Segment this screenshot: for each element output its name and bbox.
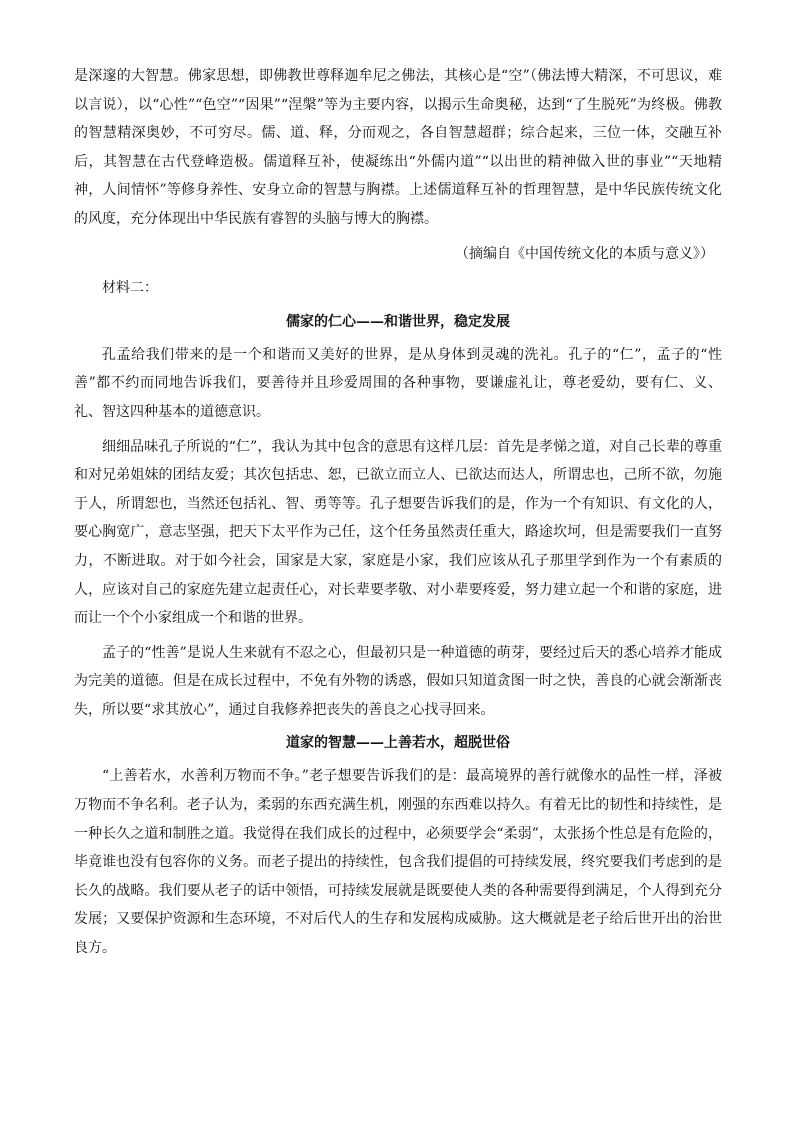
intro-paragraph: 是深邃的大智慧。佛家思想，即佛教世尊释迦牟尼之佛法，其核心是“空”（佛法博大精深，不可思议，难以言说），以“心性”“色空”“因果”“涅槃”等为主要内容，以揭示生命奥秘，达到“了生脱死”为终极。佛教的智慧精深奥妙，不可穷尽。儒、道、释，分而观之，各自智慧超群；综合起来，三位一体，交融互补后，其智慧在古代登峰造极。儒道释互补，使凝练出“外儒内道”“以出世的精神做入世的事业”“天地精神，人间情怀”等修身养性、安身立命的智慧与胸襟。上述儒道释互补的哲理智慧，是中华民族传统文化的风度，充分体现出中华民族有睿智的头脑与博大的胸襟。 xyxy=(74,68,722,227)
source-note: （摘编自《中国传统文化的本质与意义》） xyxy=(455,245,714,262)
paragraph-taoist-1: “上善若水，水善利万物而不争。”老子想要告诉我们的是：最高境界的善行就像水的品性一样，泽被万物而不争名利。老子认为，柔弱的东西充满生机，刚强的东西难以持久。有着无比的韧性和持续性，是一种长久之道和制胜之道。我觉得在我们成长的过程中，必须要学会“柔弱”，太张扬个性总是有危险的，毕竟谁也没有包容你的义务。而老子提出的持续性，包含我们提倡的可持续发展，终究要我们考虑到的是长久的战略。我们要从老子的话中领悟，可持续发展就是既要使人类的各种需要得到满足，个人得到充分发展；又要保护资源和生态环境，不对后代人的生存和发展构成威胁。这大概就是老子给后世开出的治世良方。 xyxy=(74,768,722,957)
paragraph-confucian-3: 孟子的“性善”是说人生来就有不忍之心，但最初只是一种道德的萌芽，要经过后天的悉心培养才能成为完美的道德。但是在成长过程中，不免有外物的诱惑，假如只知道贪图一时之快，善良的心就会渐渐丧失，所以要“求其放心”，通过自我修养把丧失的善良之心找寻回来。 xyxy=(74,644,722,718)
document-page xyxy=(74,62,722,963)
section-heading-taoist: 道家的智慧——上善若水，超脱世俗 xyxy=(286,735,510,752)
paragraph-confucian-1: 孔孟给我们带来的是一个和谐而又美好的世界，是从身体到灵魂的洗礼。孔子的“仁”，孟子的“性善”都不约而同地告诉我们，要善待并且珍爱周围的各种事物，要谦虚礼让，尊老爱幼，要有仁、义、礼、智这四种基本的道德意识。 xyxy=(74,346,722,420)
section-heading-confucian: 儒家的仁心——和谐世界，稳定发展 xyxy=(286,313,510,330)
material-label: 材料二： xyxy=(102,280,158,297)
paragraph-confucian-2: 细细品味孔子所说的“仁”，我认为其中包含的意思有这样几层：首先是孝悌之道，对自己长辈的尊重和对兄弟姐妹的团结友爱；其次包括忠、恕，已欲立而立人、已欲达而达人，所谓忠也，己所不欲，勿施于人，所谓恕也，当然还包括礼、智、勇等等。孔子想要告诉我们的是，作为一个有知识、有文化的人，要心胸宽广，意志坚强，把天下太平作为己任，这个任务虽然责任重大，路途坎坷，但是需要我们一直努力，不断进取。对于如今社会，国家是大家，家庭是小家，我们应该从孔子那里学到作为一个有素质的人，应该对自己的家庭先建立起责任心，对长辈要孝敬、对小辈要疼爱，努力建立起一个和谐的家庭，进而让一个个小家组成一个和谐的世界。 xyxy=(74,438,722,627)
